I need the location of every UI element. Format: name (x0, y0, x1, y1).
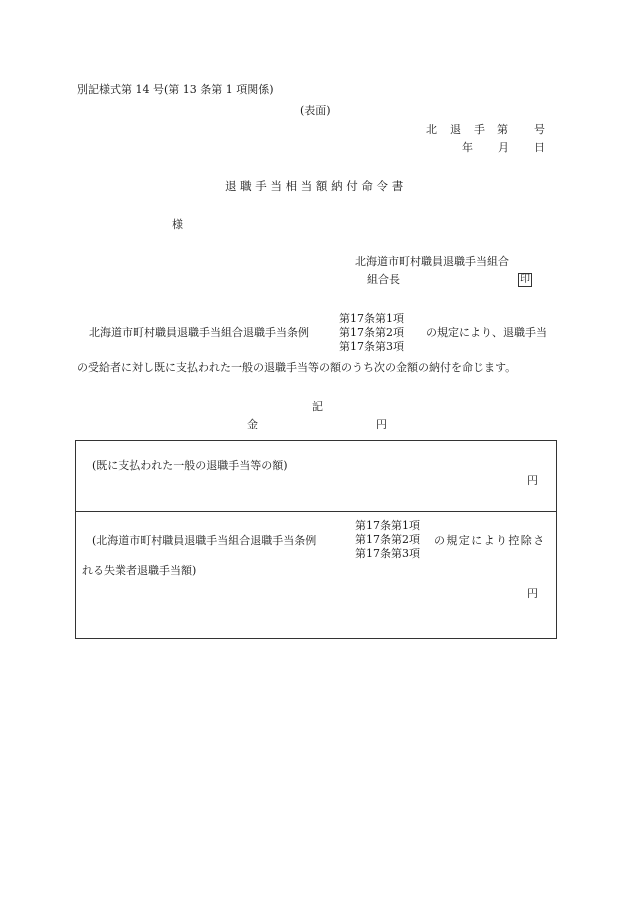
amount-yen: 円 (376, 418, 387, 431)
doc-number-part: 手 (474, 123, 485, 136)
row2-label-line2: れる失業者退職手当額) (82, 564, 197, 577)
provision-suffix: の規定により、退職手当 (426, 326, 547, 339)
article-option: 第17条第2項 (355, 533, 420, 546)
date-part: 年 (462, 141, 473, 154)
article-options (339, 312, 404, 354)
date-part: 日 (534, 141, 545, 154)
amount-label: 金 (247, 418, 258, 431)
seal-mark: 印 (520, 274, 530, 285)
issuer-position: 組合長 (367, 273, 400, 286)
doc-number-part: 北 (426, 123, 437, 136)
document-title: 退 職 手 当 相 当 額 納 付 命 令 書 (225, 179, 404, 193)
article-option: 第17条第2項 (339, 326, 404, 339)
ordinance-name: 北海道市町村職員退職手当組合退職手当条例 (89, 326, 309, 339)
form-number: 別記様式第 14 号(第 13 条第 1 項関係) (77, 83, 274, 96)
addressee-suffix: 様 (172, 218, 183, 231)
issuer-organization: 北海道市町村職員退職手当組合 (355, 255, 509, 268)
row2-label-prefix: (北海道市町村職員退職手当組合退職手当条例 (92, 534, 317, 547)
doc-number-part: 第 (497, 123, 508, 136)
record-heading: 記 (312, 400, 323, 413)
article-option: 第17条第1項 (355, 519, 420, 532)
article-option: 第17条第1項 (339, 312, 404, 325)
row2-article-options (355, 519, 420, 561)
body-line-2: の受給者に対し既に支払われた一般の退職手当等の額のうち次の金額の納付を命じます。 (77, 361, 517, 374)
row1-yen: 円 (527, 474, 538, 487)
table-divider (75, 511, 557, 512)
article-option: 第17条第3項 (339, 340, 404, 353)
side-label: (表面) (300, 104, 331, 117)
date-part: 月 (498, 141, 509, 154)
row2-label-suffix: の規定により控除さ (434, 534, 546, 547)
row1-label: (既に支払われた一般の退職手当等の額) (92, 459, 288, 472)
doc-number-part: 号 (534, 123, 545, 136)
row2-yen: 円 (527, 587, 538, 600)
doc-number-part: 退 (450, 123, 461, 136)
article-option: 第17条第3項 (355, 547, 420, 560)
